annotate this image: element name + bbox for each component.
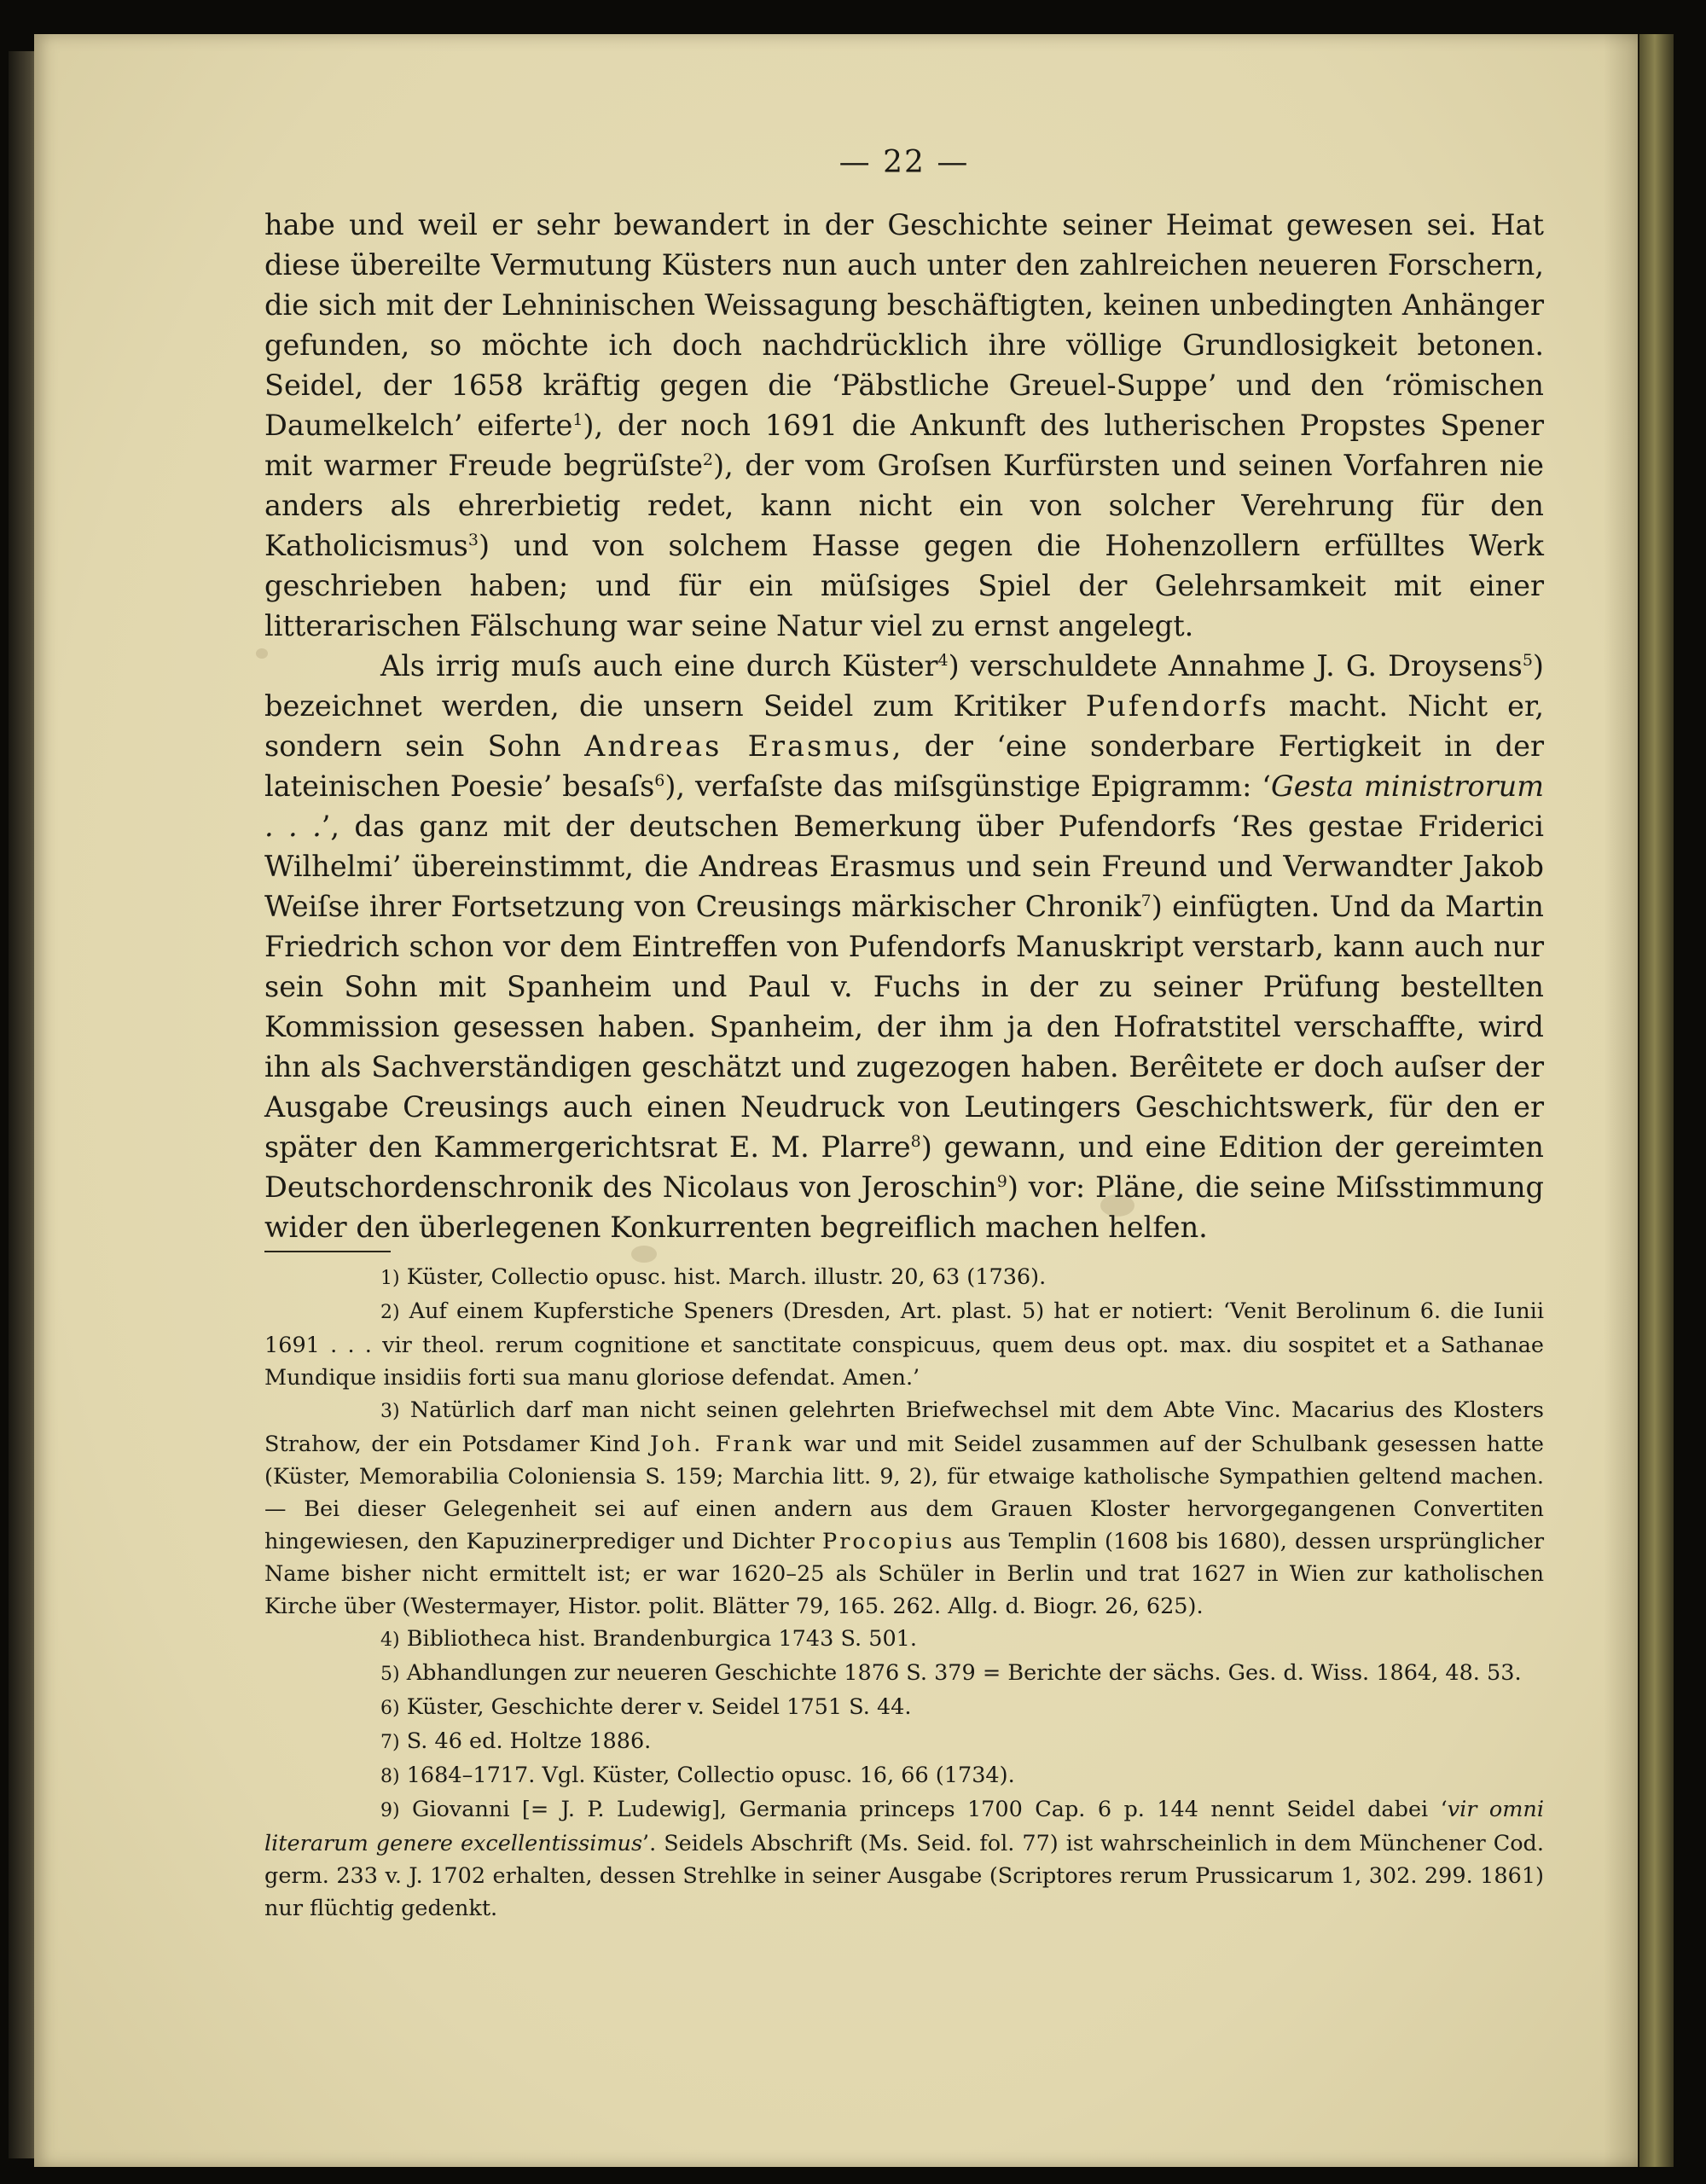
- footnote-reference: 6: [654, 770, 665, 790]
- footnote: [264, 1394, 1544, 1623]
- italic-text: vir omni literarum genere excellentissimus: [264, 1797, 1545, 1856]
- text-run: S. 46 ed. Holtze 1886.: [399, 1728, 652, 1754]
- text-run: 1684–1717. Vgl. Küster, Collectio opusc. 16, 66 (1734).: [399, 1763, 1015, 1788]
- footnote: [264, 1295, 1544, 1394]
- text-run: ), der vom Groſsen Kurfürsten und seinen Vorfahren nie anders als ehrerbietig redet, kann nicht ein von solcher Verehrung für den Katholicismus: [264, 449, 1544, 562]
- paragraph: [264, 646, 1544, 1247]
- footnote-rule: [264, 1251, 391, 1252]
- footnote-reference: 7: [1140, 891, 1152, 910]
- text-run: Auf einem Kupferstiche Speners (Dresden, Art. plast. 5) hat er notiert: ‘Venit Berolinum 6. die Iunii 1691 . . . vir theol. rerum cognitione et sanctitate conspicuus, quem deus opt. max. diu sospitet et a Sathanae Mundique insidiis forti sua manu gloriose defendat. Amen.’: [264, 1298, 1544, 1391]
- text-run: ) einfügten. Und da Martin Friedrich schon vor dem Eintreffen von Pufendorfs Manuskript verstarb, kann auch nur sein Sohn mit Spanheim und Paul v. Fuchs in der zu seiner Prüfung bestellten Kommission gesessen haben. Spanheim, der ihm ja den Hofratstitel verschaffte, wird ihn als Sachverständigen geschätzt und zugezogen haben. Berêitete er doch auſser der Ausgabe Creusings auch einen Neudruck von Leutingers Geschichtswerk, für den er später den Kammergerichtsrat E. M. Plarre: [264, 890, 1544, 1164]
- page-edge-shadow: [1604, 34, 1639, 2167]
- footnote-reference: 5: [1522, 650, 1533, 670]
- spaced-name: Joh. Frank: [650, 1432, 794, 1457]
- text-run: Als irrig muſs auch eine durch Küster: [380, 649, 938, 682]
- footnote-reference: 9: [996, 1171, 1007, 1191]
- footnote-reference: 8: [910, 1131, 921, 1151]
- text-run: Küster, Collectio opusc. hist. March. illustr. 20, 63 (1736).: [399, 1264, 1047, 1290]
- text-run: , der ‘eine sonderbare Fertigkeit in der lateinischen Poesie’ besaſs: [264, 729, 1545, 803]
- footnote-number: 8): [380, 1766, 400, 1787]
- text-run: ), der noch 1691 die Ankunft des lutherischen Propstes Spener mit warmer Freude begrüſste: [264, 409, 1544, 482]
- footnote-number: 2): [380, 1302, 400, 1323]
- text-run: macht. Nicht er, sondern sein Sohn: [264, 689, 1544, 763]
- footnote: [264, 1691, 1544, 1725]
- text-run: aus Templin (1608 bis 1680), dessen ursprünglicher Name bisher nicht ermittelt ist; er war 1620–25 als Schüler in Berlin und trat 1627 in Wien zur katholischen Kirche über (Westermayer, Histor. polit. Blätter 79, 165. 262. Allg. d. Biogr. 26, 625).: [264, 1529, 1545, 1619]
- footnotes: [264, 1261, 1544, 1925]
- paper-stain: [631, 1246, 657, 1263]
- footnote: [264, 1793, 1544, 1925]
- footnote: [264, 1725, 1544, 1759]
- footnote-number: 4): [380, 1629, 400, 1651]
- footnote: [264, 1657, 1544, 1691]
- text-run: ), verfaſste das miſsgünstige Epigramm: ‘: [664, 770, 1271, 803]
- footnote-number: 7): [380, 1732, 400, 1753]
- text-run: Bibliotheca hist. Brandenburgica 1743 S. 501.: [399, 1626, 918, 1652]
- text-run: ’, das ganz mit der deutschen Bemerkung über Pufendorfs ‘Res gestae Friderici Wilhelmi’ übereinstimmt, die Andreas Erasmus und sein Freund und Verwandter Jakob Weiſse ihrer Fortsetzung von Creusings märkischer Chronik: [264, 810, 1545, 923]
- spaced-name: Pufendorfs: [1085, 689, 1269, 723]
- italic-text: Gesta ministrorum . . .: [264, 770, 1544, 843]
- text-run: Giovanni [= J. P. Ludewig], Germania princeps 1700 Cap. 6 p. 144 nennt Seidel dabei ‘: [399, 1797, 1448, 1822]
- text-run: war und mit Seidel zusammen auf der Schulbank gesessen hatte (Küster, Memorabilia Coloniensia S. 159; Marchia litt. 9, 2), für etwaige katholische Sympathien geltend machen. — Bei dieser Gelegenheit sei auf einen andern aus dem Grauen Kloster hervorgegangenen Convertiten hingewiesen, den Kapuzinerprediger und Dichter: [264, 1432, 1545, 1554]
- text-run: ’. Seidels Abschrift (Ms. Seid. fol. 77) ist wahrscheinlich in dem Münchener Cod. germ. 233 v. J. 1702 erhalten, dessen Strehlke in seiner Ausgabe (Scriptores rerum Prussicarum 1, 302. 299. 1861) nur flüchtig gedenkt.: [264, 1831, 1544, 1921]
- paragraph: [264, 205, 1544, 646]
- page-number: — 22 —: [838, 145, 970, 180]
- text-run: Natürlich darf man nicht seinen gelehrten Briefwechsel mit dem Abte Vinc. Macarius des Klosters Strahow, der ein Potsdamer Kind: [264, 1397, 1544, 1457]
- footnote-reference: 4: [937, 650, 949, 670]
- footnote-reference: 1: [572, 410, 583, 429]
- footnote-number: 3): [380, 1401, 400, 1422]
- spaced-name: Andreas Erasmus: [584, 729, 892, 763]
- text-run: ) gewann, und eine Edition der gereimten Deutschordenschronik des Nicolaus von Jeroschin: [264, 1130, 1544, 1204]
- footnote: [264, 1759, 1544, 1793]
- text-run: ) bezeichnet werden, die unsern Seidel zum Kritiker: [264, 649, 1544, 723]
- text-run: Küster, Geschichte derer v. Seidel 1751 S. 44.: [399, 1694, 912, 1720]
- footnote-number: 5): [380, 1664, 400, 1685]
- next-page-edge: [1639, 34, 1674, 2167]
- spaced-name: Procopius: [822, 1529, 955, 1554]
- footnote-number: 6): [380, 1698, 400, 1719]
- text-run: ) und von solchem Hasse gegen die Hohenzollern erfülltes Werk geschrieben haben; und für ein müſsiges Spiel der Gelehrsamkeit mit einer litterarischen Fälschung war seine Natur viel zu ernst angelegt.: [264, 529, 1544, 642]
- footnote-number: 1): [380, 1268, 400, 1289]
- footnote-number: 9): [380, 1800, 400, 1821]
- main-text: [264, 205, 1544, 1247]
- footnote: [264, 1623, 1544, 1657]
- text-run: Abhandlungen zur neueren Geschichte 1876 S. 379 = Berichte der sächs. Ges. d. Wiss. 1864, 48. 53.: [399, 1660, 1522, 1686]
- text-run: habe und weil er sehr bewandert in der Geschichte seiner Heimat gewesen sei. Hat diese übereilte Vermutung Küsters nun auch unter den zahlreichen neueren Forschern, die sich mit der Lehninischen Weissagung beschäftigten, keinen unbedingten Anhänger gefunden, so möchte ich doch nachdrücklich ihre völlige Grundlosigkeit betonen. Seidel, der 1658 kräftig gegen die ‘Päbstliche Greuel-Suppe’ und den ‘römischen Daumelkelch’ eiferte: [264, 208, 1544, 442]
- text-run: ) verschuldete Annahme J. G. Droysens: [948, 649, 1523, 682]
- footnote: [264, 1261, 1544, 1295]
- footnote-reference: 2: [702, 450, 713, 469]
- footnote-reference: 3: [467, 530, 479, 549]
- text-run: ) vor: Pläne, die seine Miſsstimmung wider den überlegenen Konkurrenten begreiflich machen helfen.: [264, 1170, 1545, 1244]
